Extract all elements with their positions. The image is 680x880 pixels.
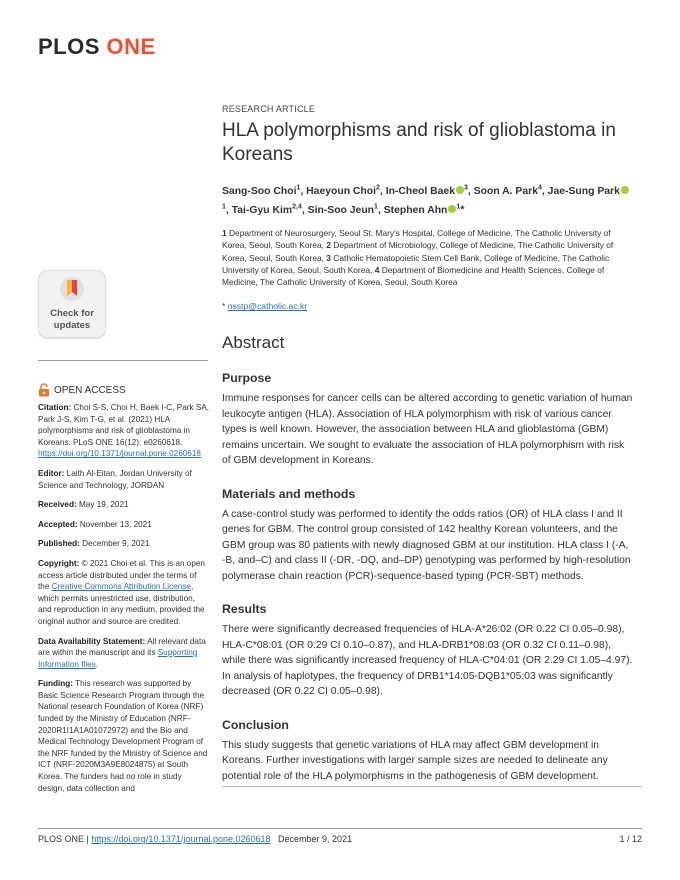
logo-plos: PLOS — [38, 34, 100, 59]
abstract-section-text: A case-control study was performed to identify the odds ratios (OR) of HLA class I and II genes for GBM. The control group consisted of 142 healthy Korean volunteers, and the GBM group was 80 patients with newly diagnosed GBM at our institution. HLA class I (-A, -B, and–C) and class II (-DR, -DQ, and–DP) genotyping was performed by high-resolution polymerase chain reaction (PCR)-sequence-based typing (PCR-SBT) methods. — [222, 508, 631, 582]
affiliations — [222, 227, 634, 288]
check-for-updates-badge[interactable] — [38, 270, 106, 338]
abstract-section-text: There were significantly decreased frequencies of HLA-A*26:02 (OR 0.22 CI 0.05–0.98), HLA-C*08:01 (OR 0.29 CI 0.10–0.87), and HLA-DRB1*08:03 (OR 0.32 CI 0.11–0.98), while there was significantly increased frequency of HLA-C*04:01 (OR 2.29 CI 1.05–4.97). In analysis of haplotypes, the frequency of DRB1*14:05-DQB1*05:03 was significantly decreased (OR 0.22 CI 0.05–0.98). — [222, 624, 633, 698]
accepted-date: November 13, 2021 — [79, 519, 152, 529]
author-affiliation-sup: 2 — [376, 185, 380, 192]
affiliation-text: Department of Microbiology, College of Medicine, The Catholic University of Korea, Seoul, South Korea, — [222, 240, 614, 263]
affiliation-text: Department of Neurosurgery, Seoul St. Mary's Hospital, College of Medicine, The Catholic University of Korea, Seoul, South Korea, — [222, 227, 611, 251]
editor-block — [38, 468, 210, 491]
abstract-section-text: Immune responses for cancer cells can be altered according to genetic variation of human leukocyte antigen (HLA). Association of HLA polymorphism with risk of various cancer types is well known. However, the association between HLA and glioblastoma (GBM) remains uncertain. We sought to evaluate the association of HLA polymorphism with risk of GBM development in Koreans. — [222, 393, 633, 467]
article-type: RESEARCH ARTICLE — [222, 104, 316, 114]
author-affiliation-sup: 3 — [464, 185, 468, 192]
data-availability-post: . — [95, 659, 99, 669]
copyright-label: Copyright: — [38, 558, 80, 568]
email-link[interactable]: nsstp@catholic.ac.kr — [227, 301, 308, 312]
author-separator: , — [225, 204, 232, 216]
abstract-section-heading: Purpose — [222, 371, 272, 386]
footer-doi-link[interactable]: https://doi.org/10.1371/journal.pone.0260618 — [91, 834, 271, 844]
correspondence-email — [222, 301, 634, 311]
author-name[interactable]: Jae-Sung Park — [547, 186, 620, 198]
orcid-icon[interactable] — [456, 186, 464, 194]
funding-block — [38, 678, 210, 794]
badge-line-2: updates — [53, 320, 91, 331]
author-affiliation-sup: 1 — [456, 203, 461, 211]
received-date: May 19, 2021 — [78, 500, 129, 510]
author-separator: , — [541, 186, 548, 198]
published-block — [38, 538, 210, 550]
abstract-section-text: This study suggests that genetic variations of HLA may affect GBM development in Koreans. Further investigations with larger sample sizes are needed to delineate any potential role of the HLA polymorphisms in the pathogenesis of GBM development. — [222, 739, 608, 782]
orcid-icon[interactable] — [621, 186, 629, 194]
affiliation-number: 4 — [374, 264, 380, 275]
sidebar-divider — [38, 360, 208, 361]
copyright-text-post: , which permits unrestricted use, distribution, and reproduction in any medium, provided the original author and source are credited. — [38, 582, 205, 626]
abstract-heading: Abstract — [222, 333, 285, 353]
email-mark: * — [222, 301, 226, 312]
abstract-sections — [222, 371, 634, 784]
author-affiliation-sup: 1 — [222, 203, 226, 211]
license-link[interactable]: Creative Commons Attribution License — [51, 582, 191, 592]
accepted-label: Accepted: — [38, 519, 78, 529]
affiliation-number: 2 — [326, 240, 331, 251]
author-separator: , — [300, 186, 307, 198]
open-access-text: OPEN ACCESS — [54, 384, 126, 396]
author-name[interactable]: Soon A. Park — [473, 186, 538, 198]
author-affiliation-sup: 1 — [296, 185, 301, 192]
authors-container — [222, 186, 629, 215]
author-name[interactable]: Haeyoun Choi — [306, 186, 377, 198]
article-main — [222, 104, 634, 784]
badge-line-1: Check for — [50, 308, 94, 319]
received-block — [38, 499, 210, 511]
copyright-block — [38, 558, 210, 628]
affiliation-text: Catholic Hematopoietic Stem Cell Bank, College of Medicine, The Catholic University of Korea, Seoul, South Korea, — [222, 252, 610, 275]
page-number: 1 / 12 — [619, 834, 642, 844]
affiliation-number: 1 — [222, 227, 227, 238]
citation-label: Citation: — [38, 403, 72, 412]
supporting-info-link[interactable]: Supporting Information files — [38, 648, 198, 669]
author-separator: , — [301, 204, 308, 216]
funding-label: Funding: — [38, 679, 74, 689]
citation-doi-link[interactable]: https://doi.org/10.1371/journal.pone.0260618 — [38, 449, 201, 459]
open-lock-icon — [38, 383, 50, 397]
author-list — [222, 181, 634, 218]
bookmark-icon — [59, 276, 85, 302]
editor-text: Laith Al-Eitan, Jordan University of Science and Technology, JORDAN — [38, 468, 192, 490]
footer-divider — [38, 828, 642, 829]
data-availability-label: Data Availability Statement: — [38, 636, 146, 646]
article-metadata-sidebar — [38, 402, 210, 802]
author-name[interactable]: Sin-Soo Jeun — [307, 204, 375, 216]
footer-date: December 9, 2021 — [278, 834, 353, 844]
affiliation-text: Department of Biomedicine and Health Sciences, College of Medicine, The Catholic University of Korea, Seoul, South Korea — [222, 264, 605, 288]
received-label: Received: — [38, 500, 77, 510]
data-availability-block — [38, 636, 210, 671]
footer-separator: | — [84, 834, 92, 844]
logo-one: ONE — [106, 34, 156, 59]
funding-text: This research was supported by Basic Science Research Program through the National research Foundation of Korea (NRF) funded by the Ministry of Education (NRF-2020R1I1A1A01072972) and the Bio and Medical Technology Development Program of the NRF funded by the Ministry of Science and ICT (NRF-2020M3A9E8024875) at South Korea. The funders had no role in study design, data collection and — [38, 679, 208, 793]
page-footer — [38, 834, 642, 844]
abstract-section-heading: Results — [222, 602, 267, 617]
citation-text: Choi S-S, Choi H, Baek I-C, Park SA, Park J-S, Kim T-G, et al. (2021) HLA polymorphisms and risk of glioblastoma in Koreans. PLoS ONE 16(12): e0260618. — [38, 403, 210, 447]
published-date: December 9, 2021 — [82, 539, 150, 549]
abstract-section-heading: Conclusion — [222, 717, 289, 732]
author-separator: , — [467, 186, 474, 198]
author-name[interactable]: Sang-Soo Choi — [222, 186, 297, 198]
author-affiliation-sup: 4 — [537, 185, 542, 192]
corresponding-mark: * — [460, 204, 465, 216]
article-title: HLA polymorphisms and risk of glioblastoma in Koreans — [222, 120, 616, 165]
abstract-end-divider — [222, 786, 642, 787]
affiliation-number: 3 — [326, 252, 331, 263]
author-name[interactable]: Stephen Ahn — [383, 204, 448, 216]
journal-logo[interactable] — [38, 34, 156, 60]
author-name[interactable]: Tai-Gyu Kim — [231, 204, 293, 216]
editor-label: Editor: — [38, 468, 65, 478]
author-affiliation-sup: 2,4 — [292, 203, 302, 211]
open-access-label — [38, 383, 126, 397]
author-name[interactable]: In-Cheol Baek — [385, 186, 455, 198]
copyright-text-pre: © 2021 Choi et al. This is an open access article distributed under the terms of the — [38, 558, 205, 592]
citation-block — [38, 402, 210, 460]
footer-journal: PLOS ONE — [38, 834, 85, 844]
data-availability-pre: All relevant data are within the manuscript and its — [38, 636, 206, 658]
published-label: Published: — [38, 539, 80, 549]
abstract-section-heading: Materials and methods — [222, 486, 356, 501]
accepted-block — [38, 519, 210, 531]
author-affiliation-sup: 1 — [374, 203, 378, 211]
author-separator: , — [379, 186, 386, 198]
author-separator: , — [377, 204, 384, 216]
